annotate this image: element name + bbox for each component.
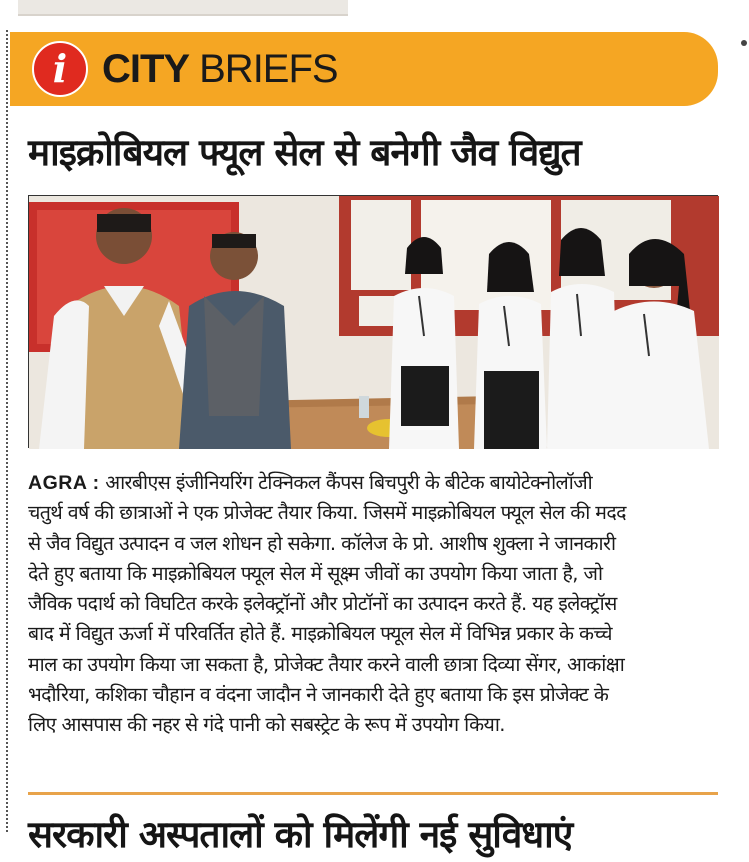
article-line: बाद में विद्युत ऊर्जा में परिवर्तित होते हैं. माइक्रोबियल फ्यूल सेल में विभिन्न प्रकार के कच्चे xyxy=(28,622,612,646)
article-line: माल का उपयोग किया जा सकता है, प्रोजेक्ट तैयार करने वाली छात्रा दिव्या सेंगर, आकांक्षा xyxy=(28,652,625,676)
article-line: से जैव विद्युत उत्पादन व जल शोधन हो सकेगा. कॉलेज के प्रो. आशीष शुक्ला ने जानकारी xyxy=(28,531,616,555)
article-body xyxy=(28,468,728,741)
next-article-headline-text: सरकारी अस्पतालों को मिलेंगी नई सुविधाएं xyxy=(28,813,573,856)
next-article-headline xyxy=(28,808,728,856)
article-line: देते हुए बताया कि माइक्रोबियल फ्यूल सेल में सूक्ष्म जीवों का उपयोग किया जाता है, जो xyxy=(28,561,603,585)
info-icon xyxy=(32,41,88,97)
article-photo xyxy=(28,195,718,448)
article-line xyxy=(28,468,728,498)
article-dateline: AGRA : xyxy=(28,472,100,494)
article-line: लिए आसपास की नहर से गंदे पानी को सबस्ट्रेट के रूप में उपयोग किया. xyxy=(28,713,505,737)
section-title-light: BRIEFS xyxy=(199,47,338,91)
section-banner xyxy=(10,32,718,106)
article-line: जैविक पदार्थ को विघटित करके इलेक्ट्रॉनों और प्रोटॉनों का उत्पादन करते हैं. यह इलेक्ट्रॉस xyxy=(28,592,617,616)
previous-article-strip xyxy=(18,0,348,16)
article-first-line-text: आरबीएस इंजीनियरिंग टेक्निकल कैंपस बिचपुरी के बीटेक बायोटेक्नोलॉजी xyxy=(99,471,593,494)
section-title-bold: CITY xyxy=(102,47,190,91)
page-edge-dot xyxy=(741,40,747,46)
article-line: भदौरिया, कशिका चौहान व वंदना जादौन ने जानकारी देते हुए बताया कि इस प्रोजेक्ट के xyxy=(28,683,609,707)
column-divider xyxy=(6,30,8,832)
article-line: चतुर्थ वर्ष की छात्राओं ने एक प्रोजेक्ट तैयार किया. जिसमें माइक्रोबियल फ्यूल सेल की मदद xyxy=(28,501,626,525)
info-icon-letter: i xyxy=(52,46,68,91)
article-divider xyxy=(28,792,718,795)
article-headline: माइक्रोबियल फ्यूल सेल से बनेगी जैव विद्युत xyxy=(28,131,581,174)
section-title xyxy=(102,46,338,92)
